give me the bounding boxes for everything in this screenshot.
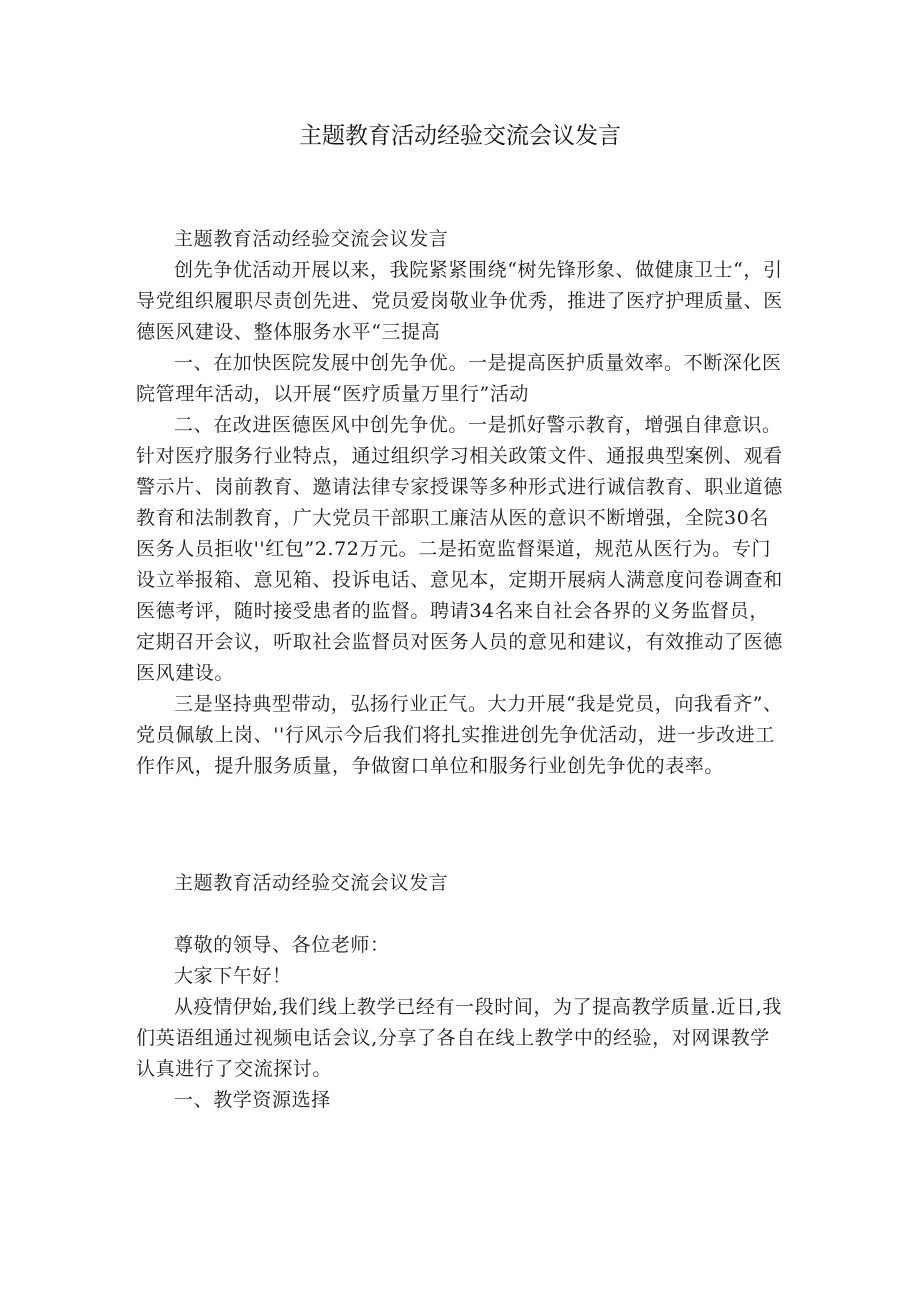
paragraph: 从疫情伊始,我们线上教学已经有一段时间，为了提高教学质量.近日,我们英语组通过视频电话会议,分享了各自在线上教学中的经验，对网课教学认真进行了交流探讨。 xyxy=(136,996,782,1080)
paragraph: 创先争优活动开展以来，我院紧紧围绕“树先锋形象、做健康卫士“，引导党组织履职尽责创先进、党员爱岗敬业争优秀，推进了医疗护理质量、医德医风建设、整体服务水平“三提高 xyxy=(136,259,783,343)
paragraph: 三是坚持典型带动，弘扬行业正气。大力开展“我是党员，向我看齐”、党员佩敏上岗、''行风示今后我们将扎实推进创先争优活动，进一步改进工作作风，提升服务质量，争做窗口单位和服务行业创先争优的表率。 xyxy=(136,693,783,777)
paragraph: 二、在改进医德医风中创先争优。一是抓好警示教育，增强自律意识。针对医疗服务行业特点，通过组织学习相关政策文件、通报典型案例、观看警示片、岗前教育、邀请法律专家授课等多种形式进行诚信教育、职业道德教育和法制教育，广大党员干部职工廉洁从医的意识不断增强，全院30名医务人员拒收''红包”2.72万元。二是拓宽监督渠道，规范从医行为。专门设立举报箱、意见箱、投诉电话、意见本，定期开展病人满意度问卷调查和医德考评，随时接受患者的监督。聘请34名来自社会各界的义务监督员，定期召开会议，听取社会监督员对医务人员的意见和建议，有效推动了医德医风建设。 xyxy=(136,414,783,684)
salutation: 大家下午好！ xyxy=(174,965,292,987)
greeting: 尊敬的领导、各位老师： xyxy=(174,934,390,956)
section-heading: 主题教育活动经验交流会议发言 xyxy=(174,228,449,250)
page-title: 主题教育活动经验交流会议发言 xyxy=(299,123,621,149)
section-two xyxy=(136,868,786,1116)
section-one xyxy=(136,224,786,782)
section-heading: 主题教育活动经验交流会议发言 xyxy=(174,872,449,894)
paragraph: 一、在加快医院发展中创先争优。一是提高医护质量效率。不断深化医院管理年活动，以开展“医疗质量万里行”活动 xyxy=(136,352,782,405)
paragraph: 一、教学资源选择 xyxy=(174,1089,331,1111)
paragraph-spacer xyxy=(136,899,786,930)
